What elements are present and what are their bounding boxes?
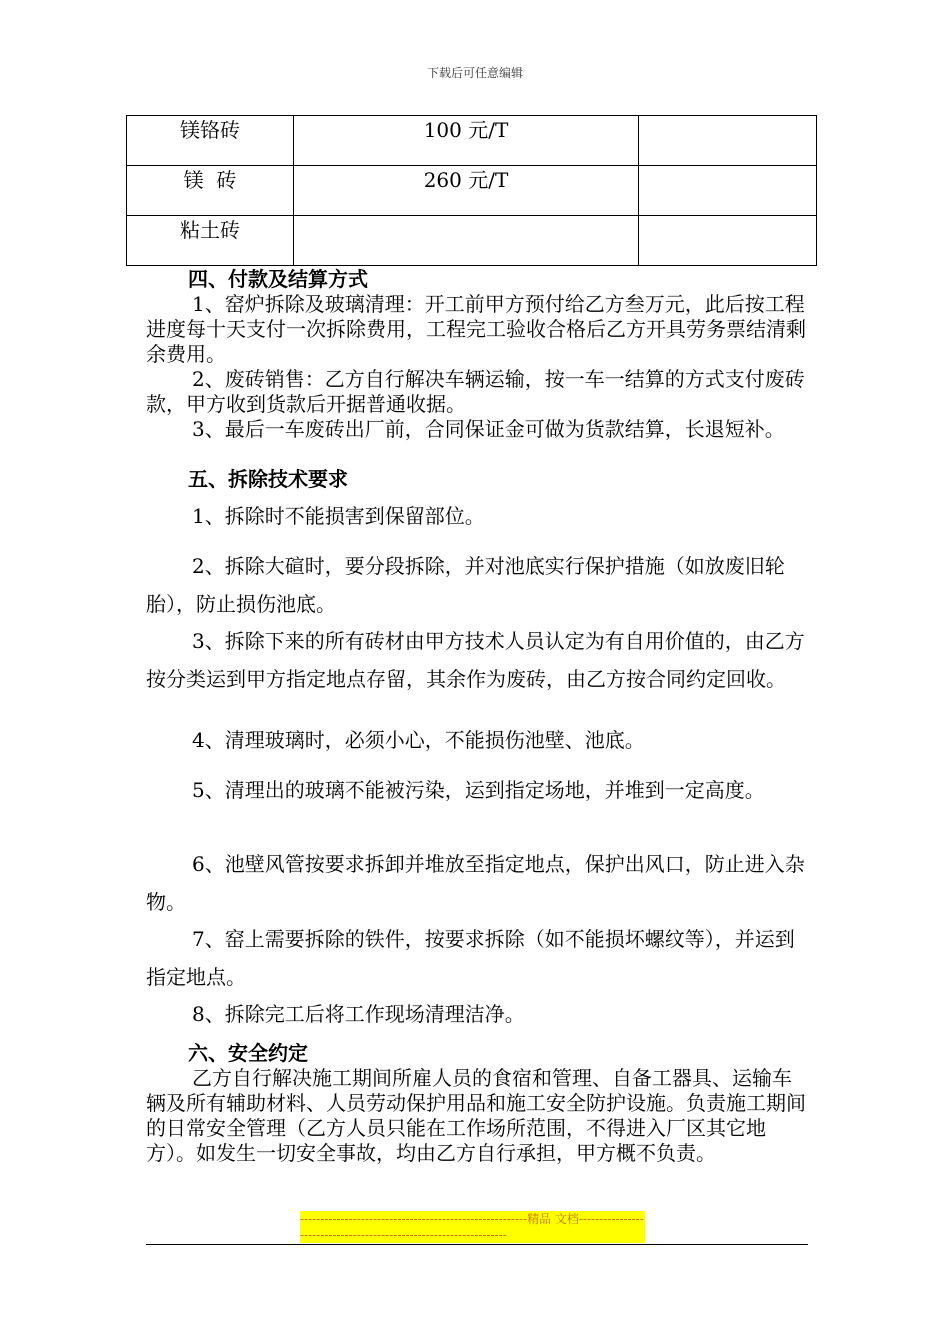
price-cell: 100 元/T — [294, 116, 639, 166]
section-5-title: 五、拆除技术要求 — [188, 467, 348, 491]
material-cell: 粘土砖 — [127, 216, 294, 266]
list-item: 8、拆除完工后将工作现场清理洁净。 — [192, 1002, 525, 1026]
price-cell — [294, 216, 639, 266]
header-note: 下载后可任意编辑 — [426, 66, 523, 80]
table-row — [127, 216, 817, 266]
list-item: 4、清理玻璃时，必须小心，不能损伤池壁、池底。 — [192, 728, 645, 752]
section-6-paragraph: 乙方自行解决施工期间所雇人员的食宿和管理、自备工器具、运输车辆及所有辅助材料、人员劳动保护用品和施工安全防护设施。负责施工期间的日常安全管理（乙方人员只能在工作场所范围，不得进入厂区其它地方）。如发生一切安全事故，均由乙方自行承担，甲方概不负责。 — [146, 1066, 806, 1165]
section-5 — [146, 467, 811, 492]
section-4-paragraph: 2、废砖销售：乙方自行解决车辆运输，按一车一结算的方式支付废砖款，甲方收到货款后开据普通收据。 — [146, 367, 805, 416]
section-5-item — [146, 721, 811, 759]
section-5-item — [146, 845, 811, 921]
section-4-paragraph: 1、窑炉拆除及玻璃清理：开工前甲方预付给乙方叁万元，此后按工程进度每十天支付一次拆除费用，工程完工验收合格后乙方开具劳务票结清剩余费用。 — [146, 292, 806, 366]
section-6-title: 六、安全约定 — [188, 1041, 308, 1065]
list-item: 2、拆除大碹时，要分段拆除，并对池底实行保护措施（如放废旧轮胎），防止损伤池底。 — [146, 554, 785, 616]
section-6 — [146, 1041, 811, 1166]
footer-rule — [146, 1244, 808, 1245]
note-cell — [639, 116, 817, 166]
list-item: 7、窑上需要拆除的铁件，按要求拆除（如不能损坏螺纹等），并运到指定地点。 — [146, 927, 795, 989]
price-cell: 260 元/T — [294, 166, 639, 216]
material-cell: 镁铬砖 — [127, 116, 294, 166]
footer-watermark: --------------------------------------------------------精品 文档------------------------------------------------------------------- — [300, 1212, 644, 1242]
price-table — [126, 115, 817, 266]
section-4-title: 四、付款及结算方式 — [188, 267, 368, 291]
section-4 — [146, 267, 811, 442]
section-5-item — [146, 547, 811, 623]
material-cell: 镁 砖 — [127, 166, 294, 216]
section-5-item — [146, 622, 811, 698]
section-5-item — [146, 920, 811, 996]
list-item: 1、拆除时不能损害到保留部位。 — [192, 504, 485, 528]
table-row — [127, 116, 817, 166]
list-item: 3、拆除下来的所有砖材由甲方技术人员认定为有自用价值的，由乙方按分类运到甲方指定地点存留，其余作为废砖，由乙方按合同约定回收。 — [146, 629, 805, 691]
list-item: 5、清理出的玻璃不能被污染，运到指定场地，并堆到一定高度。 — [192, 778, 765, 802]
section-5-item — [146, 995, 811, 1033]
section-5-item — [146, 497, 811, 535]
note-cell — [639, 166, 817, 216]
section-4-paragraph: 3、最后一车废砖出厂前，合同保证金可做为货款结算，长退短补。 — [192, 417, 785, 441]
note-cell — [639, 216, 817, 266]
table-row — [127, 166, 817, 216]
section-5-item — [146, 771, 811, 809]
list-item: 6、池壁风管按要求拆卸并堆放至指定地点，保护出风口，防止进入杂物。 — [146, 852, 805, 914]
